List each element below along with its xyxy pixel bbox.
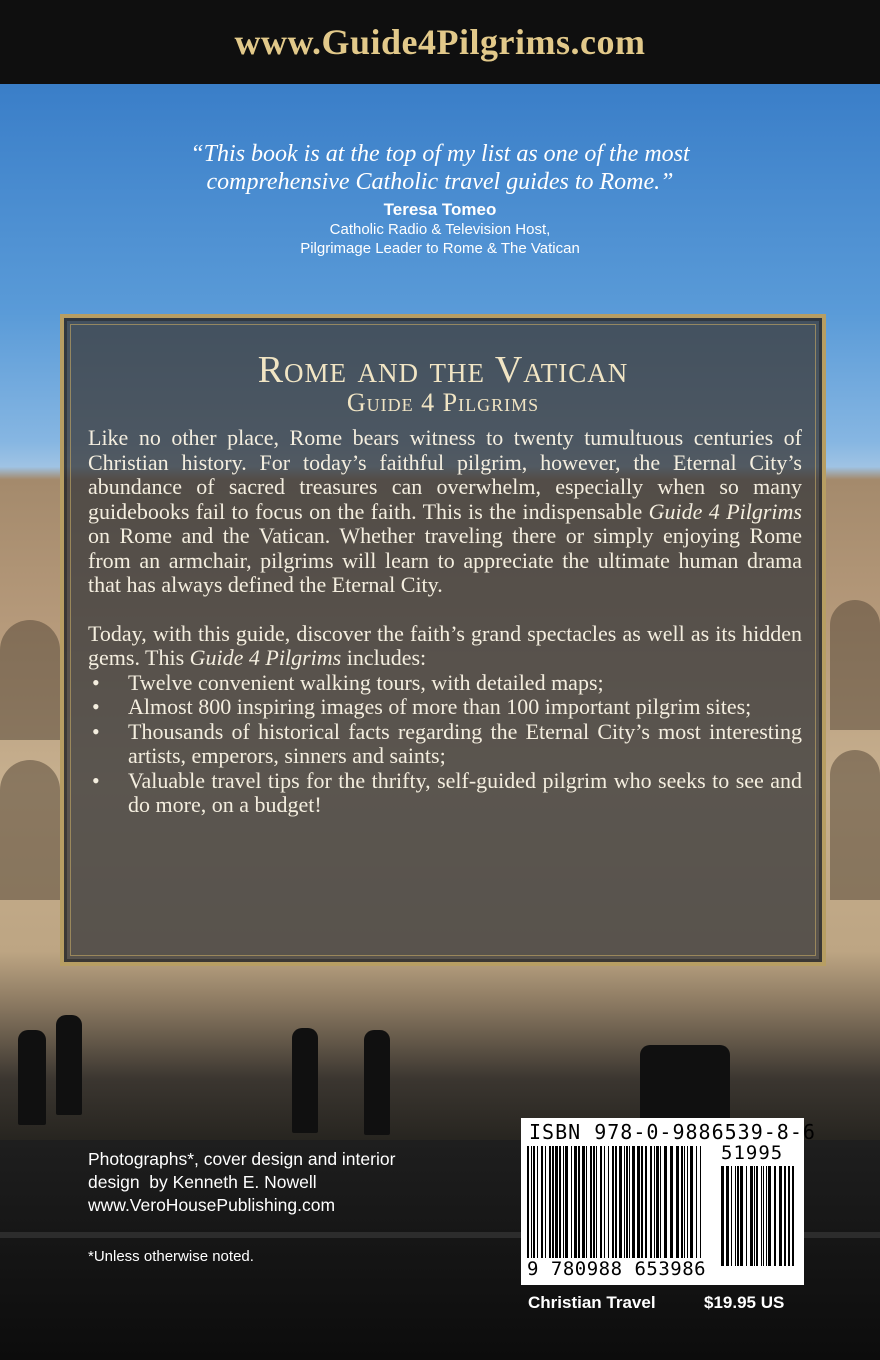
- testimonial-role-line2: Pilgrimage Leader to Rome & The Vatican: [300, 240, 580, 257]
- publisher-url: www.VeroHousePublishing.com: [88, 1195, 336, 1215]
- price-bars: [721, 1166, 797, 1266]
- pedestrian-silhouette: [364, 1030, 390, 1135]
- website-url: www.Guide4Pilgrims.com: [234, 22, 646, 62]
- ean-bars: [527, 1146, 705, 1264]
- book-subtitle: Guide 4 Pilgrims: [346, 388, 540, 417]
- testimonial-role-line1: Catholic Radio & Television Host,: [329, 221, 551, 238]
- blurb-p2-text-a: Today, with this guide, discover the faith’s grand spectacles as well as its hidden gems. This: [88, 620, 802, 670]
- pedestrian-silhouette: [292, 1028, 318, 1133]
- feature-item: • Almost 800 inspiring images of more than 100 important pilgrim sites;: [88, 695, 802, 720]
- isbn-number: ISBN 978-0-9886539-8-6: [529, 1120, 816, 1144]
- credits-line2: design by Kenneth E. Nowell: [88, 1172, 317, 1192]
- testimonial-quote-line1: “This book is at the top of my list as one of the most: [190, 141, 690, 167]
- blurb-paragraph-1: [88, 426, 802, 598]
- price-code: 51995: [721, 1142, 784, 1164]
- feature-item: • Twelve convenient walking tours, with detailed maps;: [88, 671, 802, 696]
- testimonial-quote-line2: comprehensive Catholic travel guides to Rome.”: [206, 169, 674, 195]
- book-price: $19.95 US: [704, 1293, 785, 1312]
- testimonial: [90, 140, 790, 258]
- credits-line1: Photographs*, cover design and interior: [88, 1149, 396, 1169]
- colosseum-arch: [830, 750, 880, 900]
- top-banner: [0, 0, 880, 84]
- blurb-p2-text-b: includes:: [341, 645, 427, 670]
- blurb-body: [88, 426, 802, 818]
- photo-note: *Unless otherwise noted.: [88, 1248, 254, 1265]
- blurb-p2-emphasis: Guide 4 Pilgrims: [189, 645, 342, 670]
- blurb-p1-text-b: on Rome and the Vatican. Whether traveling there or simply enjoying Rome from an armchair, pilgrims will learn to appreciate the ultimate human drama that has always defined the Eternal City.: [88, 523, 802, 597]
- blurb-p1-text-a: Like no other place, Rome bears witness to twenty tumultuous centuries of Christian history. For today’s faithful pilgrim, however, the Eternal City’s abundance of sacred treasures can overwhelm, especially when so many guidebooks fail to focus on the faith. This is the indispensable: [88, 425, 802, 524]
- feature-item: • Thousands of historical facts regarding the Eternal City’s most interesting artists, emperors, sinners and saints;: [88, 720, 802, 769]
- barcode-bar: [794, 1166, 795, 1266]
- feature-list: [88, 671, 802, 818]
- pedestrian-silhouette: [18, 1030, 46, 1125]
- pedestrian-silhouette: [56, 1015, 82, 1115]
- book-title: Rome and the Vatican: [257, 349, 629, 391]
- feature-item: • Valuable travel tips for the thrifty, self-guided pilgrim who seeks to see and do more, on a budget!: [88, 769, 802, 818]
- colosseum-arch: [830, 600, 880, 730]
- blurb-p1-emphasis: Guide 4 Pilgrims: [648, 498, 802, 524]
- colosseum-arch: [0, 760, 60, 900]
- pedestrian-group-silhouette: [640, 1045, 730, 1125]
- colosseum-arch: [0, 620, 60, 740]
- book-category: Christian Travel: [528, 1293, 656, 1312]
- testimonial-author: Teresa Tomeo: [383, 200, 497, 219]
- blurb-panel: [60, 314, 826, 966]
- isbn-barcode: [521, 1118, 816, 1285]
- design-credits: [88, 1148, 498, 1217]
- blurb-paragraph-2: [88, 622, 802, 671]
- barcode-bar: [701, 1146, 703, 1264]
- ean-number: 9 780988 653986: [527, 1258, 707, 1280]
